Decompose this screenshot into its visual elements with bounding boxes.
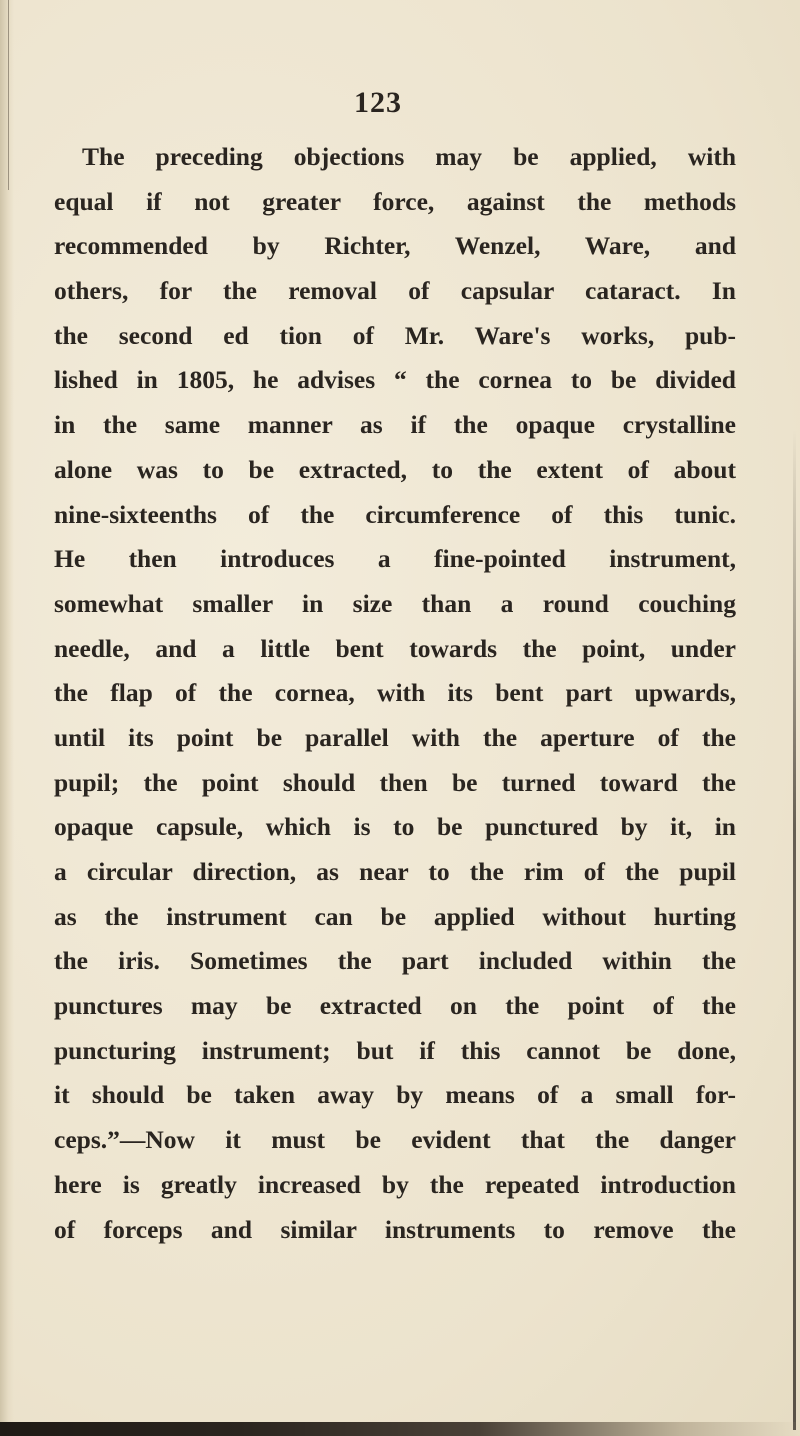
text-line: a circular direction, as near to the rim of the pupil [54,857,736,886]
text-line: as the instrument can be applied without hurting [54,901,736,931]
text-line: punctures may be extracted on the point of the [54,991,736,1021]
text-line: of forceps and similar instruments to remove the [54,1214,736,1244]
text-line: somewhat smaller in size than a round couching [54,588,736,618]
text-line: others, for the removal of capsular cataract. In [54,276,736,306]
text-line: in the same manner as if the opaque crystalline [54,410,736,440]
text-line: puncturing instrument; but if this cannot be done, [54,1035,736,1065]
text-line: alone was to be extracted, to the extent of about [54,454,736,484]
text-line: pupil; the point should then be turned toward the [54,767,736,797]
page-number: 123 [354,86,402,119]
body-text [54,135,736,1252]
text-line: the iris. Sometimes the part included within the [54,946,736,976]
text-line: until its point be parallel with the aperture of the [54,722,736,752]
text-line: He then introduces a fine-pointed instrument, [54,544,736,574]
text-line: nine-sixteenths of the circumference of this tunic. [54,499,736,529]
text-line: here is greatly increased by the repeated introduction [54,1169,736,1199]
text-line: opaque capsule, which is to be punctured by it, in [54,812,736,842]
text-line: the flap of the cornea, with its bent part upwards, [54,678,736,708]
text-line: ceps.”—Now it must be evident that the danger [54,1125,736,1155]
text-line: equal if not greater force, against the methods [54,186,736,216]
page-left-edge-shadow [0,0,14,1436]
page-right-edge-shadow [793,430,796,1430]
text-line: The preceding objections may be applied, with [82,142,736,171]
text-line: needle, and a little bent towards the point, under [54,633,736,663]
text-line: lished in 1805, he advises “ the cornea to be divided [54,365,736,395]
text-line: the second ed tion of Mr. Ware's works, pub- [54,320,736,350]
page-bottom-edge-shadow [0,1422,800,1436]
text-line: recommended by Richter, Wenzel, Ware, and [54,231,736,261]
text-line: it should be taken away by means of a small for- [54,1080,736,1110]
